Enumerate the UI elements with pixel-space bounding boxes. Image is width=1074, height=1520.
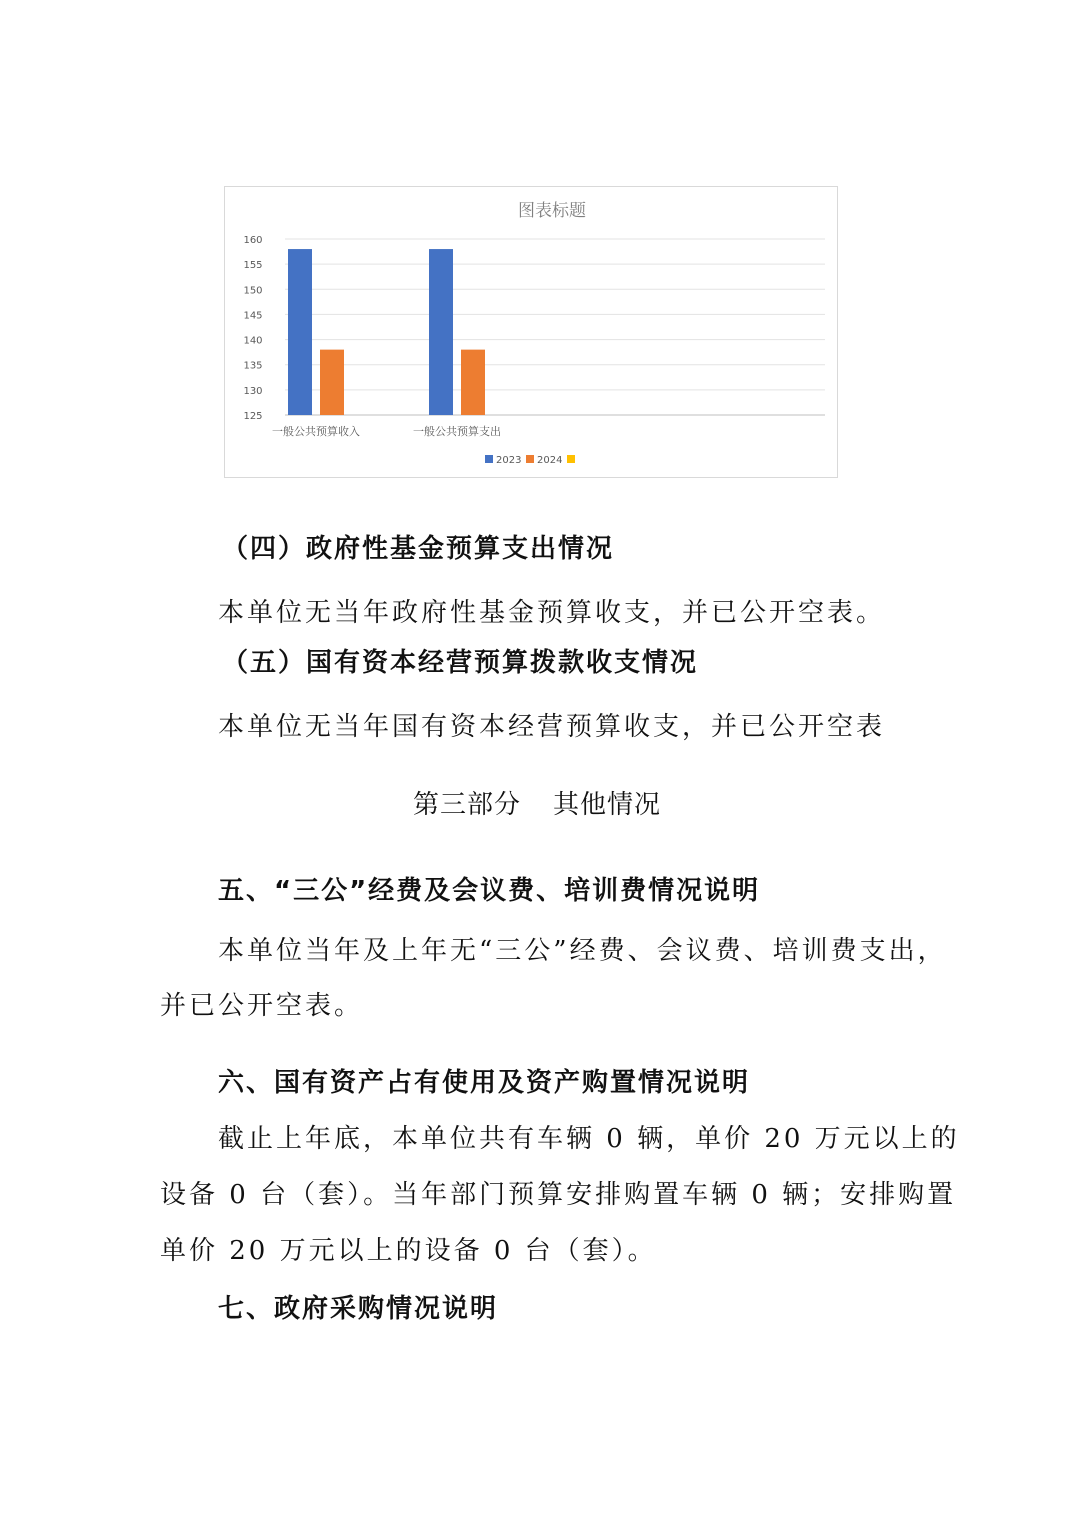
section-5-text: 本单位无当年国有资本经营预算收支，并已公开空表 <box>218 712 886 742</box>
section-4-heading: （四）政府性基金预算支出情况 <box>222 534 615 564</box>
para-6-line-1: 截止上年底，本单位共有车辆 0 辆，单价 20 万元以上的 <box>218 1124 960 1154</box>
part-3-title <box>0 784 1074 821</box>
x-category-label: 一般公共预算支出 <box>413 425 501 438</box>
chart-svg <box>225 187 839 479</box>
section-4-text: 本单位无当年政府性基金预算收支，并已公开空表。 <box>218 598 886 628</box>
legend-swatch <box>567 455 575 463</box>
bar-2024-1 <box>461 350 485 415</box>
y-tick-label: 140 <box>243 335 263 347</box>
legend-label: 2024 <box>537 455 563 466</box>
part-3-title-b: 其他情况 <box>553 790 662 820</box>
y-tick-label: 135 <box>243 360 263 372</box>
y-tick-label: 160 <box>243 235 263 246</box>
para-6-line-3: 单价 20 万元以上的设备 0 台（套）。 <box>160 1236 657 1266</box>
para-5-line-1: 本单位当年及上年无“三公”经费、会议费、培训费支出， <box>218 936 947 966</box>
y-tick-label: 155 <box>243 260 263 272</box>
para-5-line-2: 并已公开空表。 <box>160 991 364 1021</box>
y-tick-label: 150 <box>243 285 263 297</box>
budget-bar-chart <box>224 186 838 478</box>
section-5-heading: （五）国有资本经营预算拨款收支情况 <box>222 648 699 678</box>
bar-2023-0 <box>288 249 312 415</box>
heading-6-assets: 六、国有资产占有使用及资产购置情况说明 <box>218 1068 751 1098</box>
y-tick-label: 125 <box>243 411 263 422</box>
chart-title: 图表标题 <box>518 201 586 221</box>
part-3-title-a: 第三部分 <box>412 790 521 820</box>
bar-2024-0 <box>320 350 344 415</box>
legend-swatch <box>485 455 493 463</box>
y-tick-label: 145 <box>243 310 263 322</box>
bar-2023-1 <box>429 249 453 415</box>
heading-5-sangong: 五、“三公”经费及会议费、培训费情况说明 <box>218 876 761 906</box>
x-category-label: 一般公共预算收入 <box>272 425 360 438</box>
para-6-line-2: 设备 0 台（套）。当年部门预算安排购置车辆 0 辆；安排购置 <box>160 1180 957 1210</box>
legend-swatch <box>526 455 534 463</box>
y-tick-label: 130 <box>243 385 263 397</box>
heading-7-procurement: 七、政府采购情况说明 <box>218 1294 499 1324</box>
legend-label: 2023 <box>496 455 522 466</box>
